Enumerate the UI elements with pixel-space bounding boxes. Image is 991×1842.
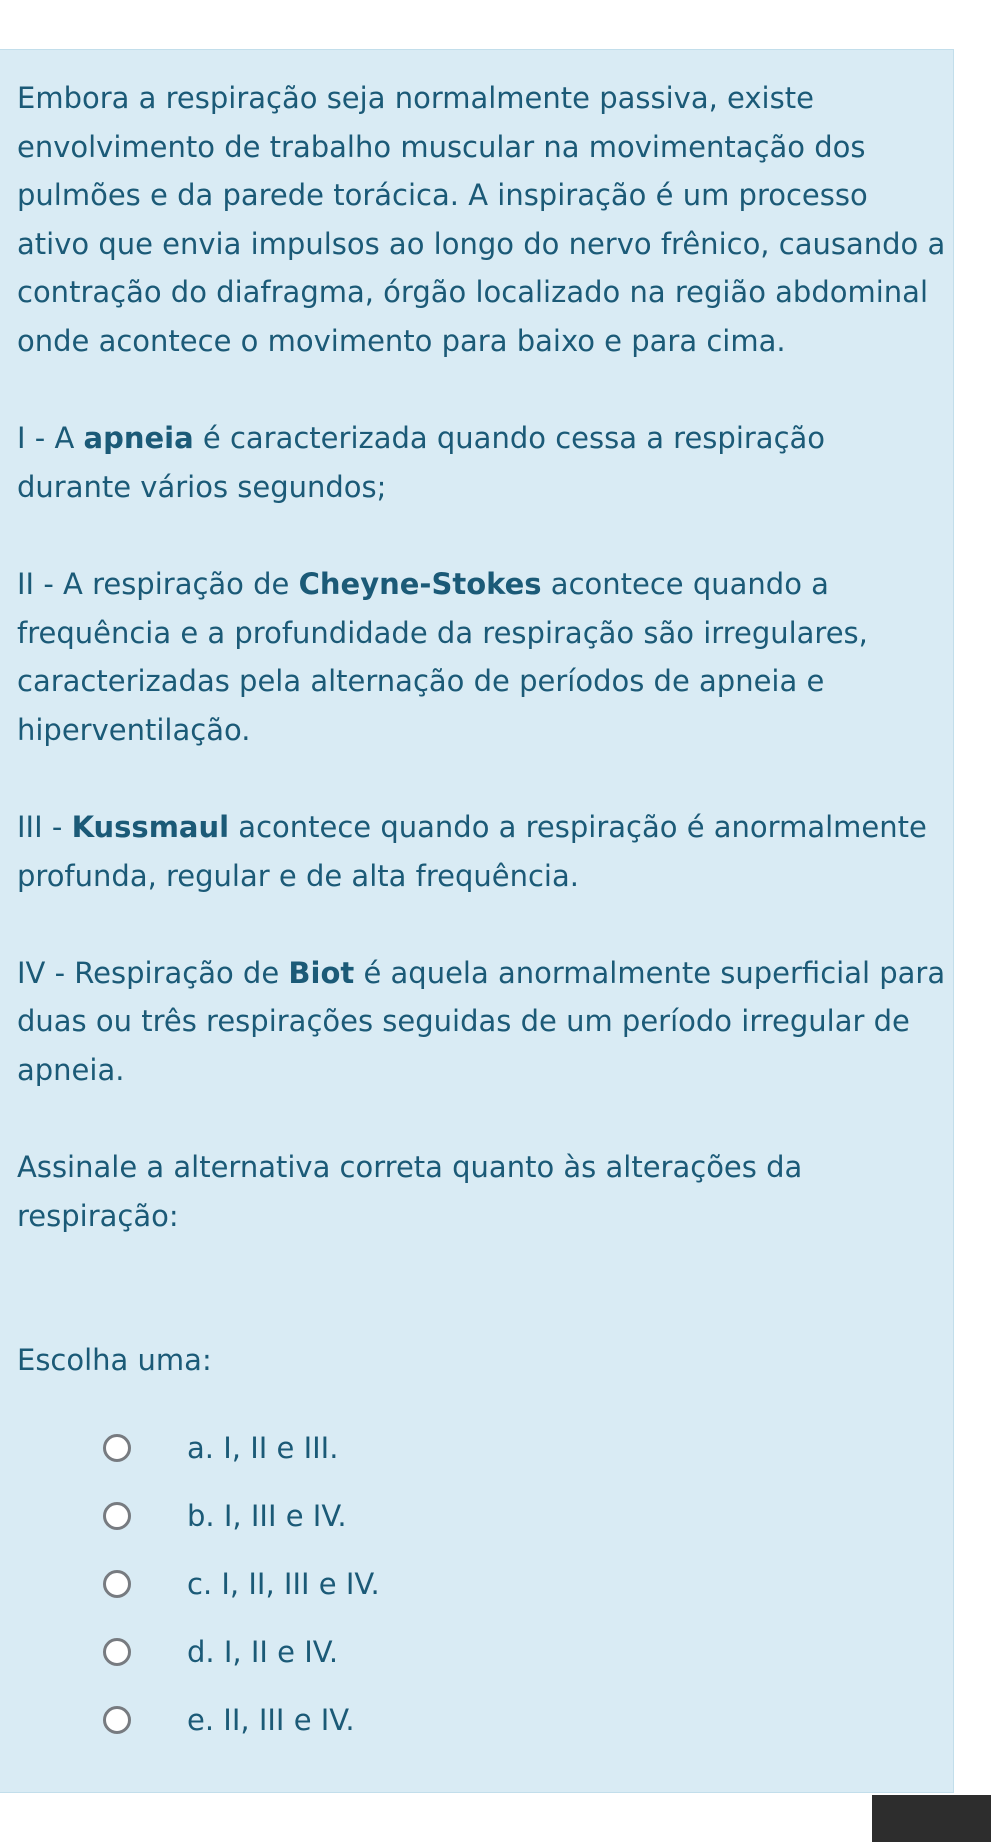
- question-instruction: Assinale a alternativa correta quanto às alterações da respiração:: [17, 1150, 803, 1233]
- question-intro: Embora a respiração seja normalmente passiva, existe envolvimento de trabalho muscular na movimentação dos pulmões e da parede torácica. A inspiração é um processo ativo que envia impulsos ao longo do nervo frênico, causando a contração do diafragma, órgão localizado na região abdominal onde acontece o movimento para baixo e para cima.: [17, 81, 946, 358]
- term-apneia: apneia: [83, 421, 194, 456]
- option-c[interactable]: [103, 1564, 380, 1604]
- radio-button[interactable]: [103, 1638, 131, 1666]
- statement-iv: IV - Respiração de Biot é aquela anormalmente superficial para duas ou três respirações seguidas de um período irregular de apneia.: [17, 955, 946, 1087]
- term-kussmaul: Kussmaul: [71, 809, 230, 844]
- radio-button[interactable]: [103, 1570, 131, 1598]
- option-label: b. I, III e IV.: [187, 1499, 347, 1533]
- term-biot: Biot: [288, 955, 355, 990]
- term-cheyne-stokes: Cheyne-Stokes: [298, 566, 542, 601]
- option-e[interactable]: [103, 1700, 355, 1740]
- question-box: [0, 49, 954, 1793]
- option-label: c. I, II, III e IV.: [187, 1567, 380, 1601]
- radio-button[interactable]: [103, 1434, 131, 1462]
- option-b[interactable]: [103, 1496, 347, 1536]
- option-label: d. I, II e IV.: [187, 1635, 339, 1669]
- option-d[interactable]: [103, 1632, 338, 1672]
- radio-button[interactable]: [103, 1706, 131, 1734]
- choose-one-prompt: Escolha uma:: [17, 1343, 212, 1377]
- radio-button[interactable]: [103, 1502, 131, 1530]
- statement-i: I - A apneia é caracterizada quando cessa a respiração durante vários segundos;: [17, 421, 826, 504]
- statement-iii: III - Kussmaul acontece quando a respiração é anormalmente profunda, regular e de alta frequência.: [17, 809, 927, 893]
- option-label: a. I, II e III.: [187, 1431, 339, 1465]
- question-text: [17, 74, 947, 1289]
- option-a[interactable]: [103, 1428, 338, 1468]
- option-label: e. II, III e IV.: [187, 1703, 355, 1737]
- statement-ii: II - A respiração de Cheyne-Stokes acontece quando a frequência e a profundidade da respiração são irregulares, caracterizadas pela alternação de períodos de apneia e hiperventilação.: [17, 566, 868, 747]
- dark-corner-block: [872, 1795, 991, 1842]
